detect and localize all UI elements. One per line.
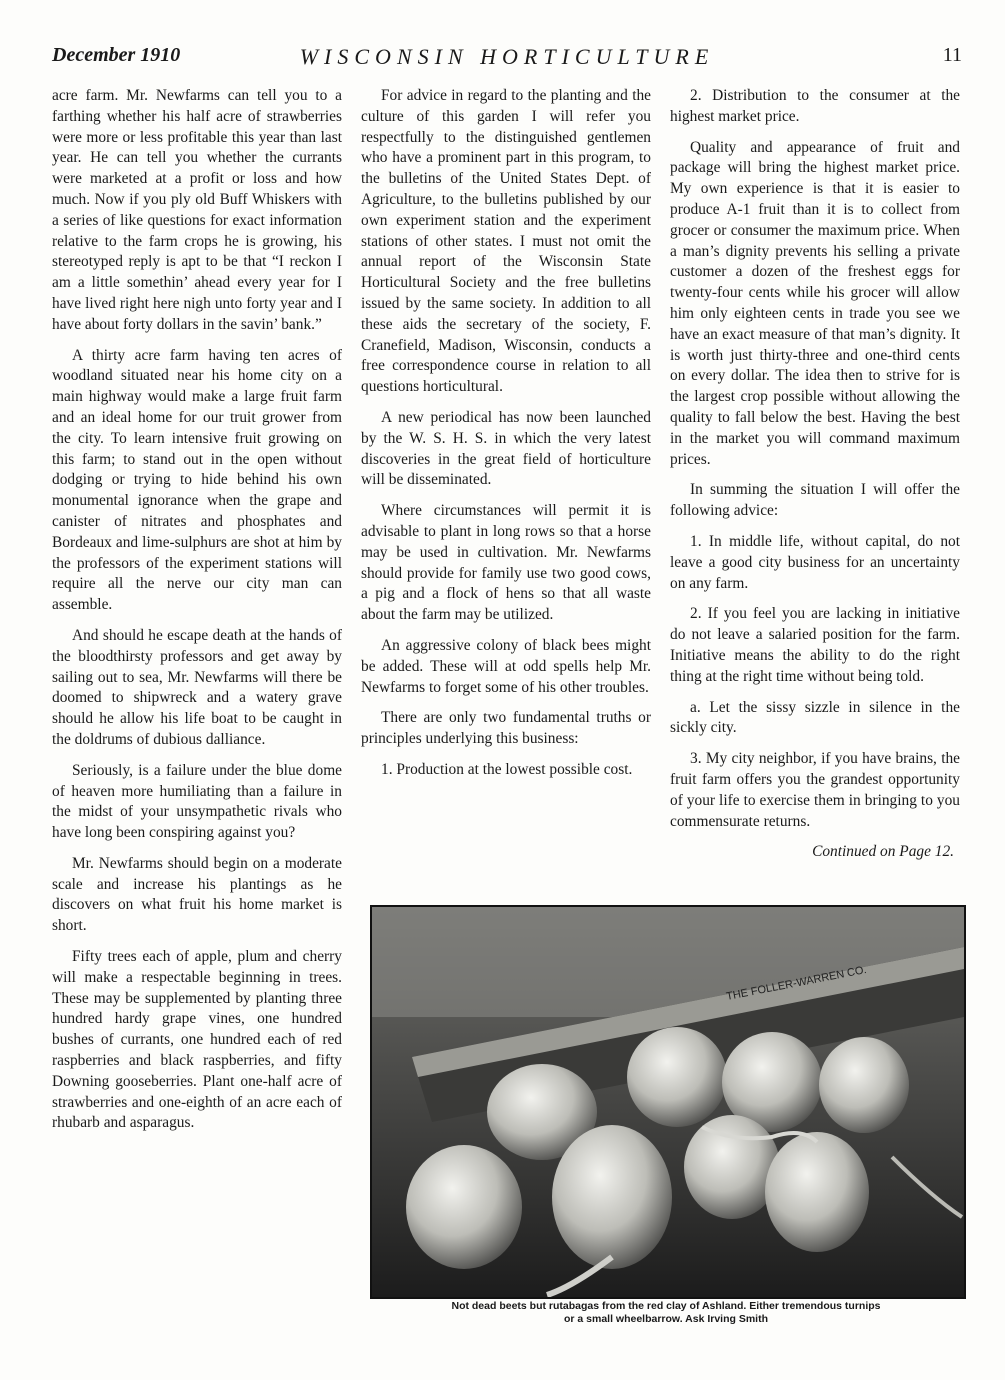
paragraph: Where circumstances will permit it is advisable to plant in long rows so that a horse may be used in cultivation. Mr. Newfarms should provide for family use two good cows, a pig and a flock of hens so that all waste about the farm may be utilized. bbox=[361, 502, 651, 624]
column-left bbox=[52, 86, 342, 1144]
paragraph: Quality and appearance of fruit and package will bring the highest market price. My own experience is that it is easier to produce A-1 fruit than it is to collect from grocer or consumer the maximum price. When a man’s dignity prevents his selling a private customer a dozen of the freshest eggs for twenty-four cents while his grocer will allow him only eighteen cents in trade you see we have an exact measure of that man’s dignity. It is worth just thirty-three and one-third cents on every dollar. The idea then to strive for is the largest crop possible without allowing the quality to fall below the best. Having the best in the market you will command maximum prices. bbox=[670, 138, 960, 468]
paragraph: 2. If you feel you are lacking in initiative do not leave a salaried position for the farm. Initiative means the ability to do the right thing at the right time without being told. bbox=[670, 605, 960, 685]
photo-illustration bbox=[372, 907, 964, 1297]
paragraph: Mr. Newfarms should begin on a moderate scale and increase his plantings as he discovers on what fruit his home market is short. bbox=[52, 854, 342, 935]
issue-date: December 1910 bbox=[52, 44, 181, 66]
column-middle bbox=[361, 86, 651, 791]
paragraph: Fifty trees each of apple, plum and cherry will make a respectable beginning in trees. These may be supplemented by planting three hundred hardy grape vines, one hundred bushes of currants, one hundred each of red raspberries and black raspberries, and fifty Downing gooseberries. Plant one-half acre of strawberries and one-eighth of an acre each of rhubarb and asparagus. bbox=[52, 948, 342, 1132]
crate-stencil-text: THE FOLLER-WARREN CO. bbox=[725, 963, 868, 1003]
paragraph: 3. My city neighbor, if you have brains, the fruit farm offers you the grandest opportunity of your life to exercise them in bringing to you commensurate returns. bbox=[670, 750, 960, 830]
magazine-title: WISCONSIN HORTICULTURE bbox=[299, 44, 715, 69]
caption-line: or a small wheelbarrow. Ask Irving Smith bbox=[563, 1313, 769, 1325]
paragraph: In summing the situation I will offer the following advice: bbox=[670, 481, 960, 520]
photo-caption bbox=[370, 1300, 962, 1326]
caption-line: Not dead beets but rutabagas from the red clay of Ashland. Either tremendous turnips bbox=[451, 1300, 881, 1312]
paragraph: A thirty acre farm having ten acres of woodland situated near his home city on a main highway would make a large fruit farm and an ideal home for our truit grower from the city. To learn intensive fruit growing on this farm; to stand out in the open without dodging or trying to hide behind his own monumental ignorance when the grape and canister of nitrates and phosphates and Bordeaux and lime-sulphurs are shot at him by the professors of the experiment stations will require all the nerve our city man can assemble. bbox=[52, 346, 342, 614]
column-right bbox=[670, 86, 960, 863]
paragraph: And should he escape death at the hands of the bloodthirsty professors and get away by sailing out to sea, Mr. Newfarms will there be doomed to shipwreck and a watery grave should he allow his life boat to be caught in the doldrums of dubious dalliance. bbox=[52, 626, 342, 748]
page-header bbox=[52, 44, 962, 74]
paragraph: There are only two fundamental truths or principles underlying this business: bbox=[361, 709, 651, 748]
paragraph: 2. Distribution to the consumer at the highest market price. bbox=[670, 87, 960, 125]
continued-note: Continued on Page 12. bbox=[812, 843, 954, 861]
paragraph: acre farm. Mr. Newfarms can tell you to a farthing whether his half acre of strawberries were more or less profitable this year than last year. He can tell you whether the currants were marketed at a profit or loss and how much. Now if you ply old Buff Whiskers with a series of like questions for exact information relative to the farm crops he is growing, his stereotyped reply is apt to be that “I reckon I am a little somethin’ ahead every year for I have lived right here nigh unto forty year and I have about forty dollars in the savin’ bank.” bbox=[52, 87, 342, 333]
paragraph: a. Let the sissy sizzle in silence in the sickly city. bbox=[670, 698, 960, 737]
paragraph: 1. Production at the lowest possible cost. bbox=[381, 760, 633, 778]
paragraph: Seriously, is a failure under the blue dome of heaven more humiliating than a failure in the midst of your unsympathetic rivals who have long been conspiring against you? bbox=[52, 761, 342, 842]
page-number: 11 bbox=[942, 44, 962, 66]
paragraph: An aggressive colony of black bees might be added. These will at odd spells help Mr. Newfarms to forget some of his other troubles. bbox=[361, 636, 651, 696]
paragraph: A new periodical has now been launched by the W. S. H. S. in which the very latest discoveries in the great field of horticulture will be disseminated. bbox=[361, 408, 651, 489]
rutabaga-photo bbox=[370, 905, 966, 1299]
paragraph: For advice in regard to the planting and the culture of this garden I will refer you respectfully to the distinguished gentlemen who have a prominent part in this program, to the bulletins of the United States Dept. of Agriculture, to the bulletins published by our own experiment station and the experiment stations of other states. I must not omit the annual report of the Wisconsin State Horticultural Society and the free bulletins issued by the same society. In addition to all these aids the secretary of the society, F. Cranefield, Madison, Wisconsin, conducts a free correspondence course in relation to all questions horticultural. bbox=[361, 87, 651, 396]
paragraph: 1. In middle life, without capital, do not leave a good city business for an uncertainty on any farm. bbox=[670, 532, 960, 592]
